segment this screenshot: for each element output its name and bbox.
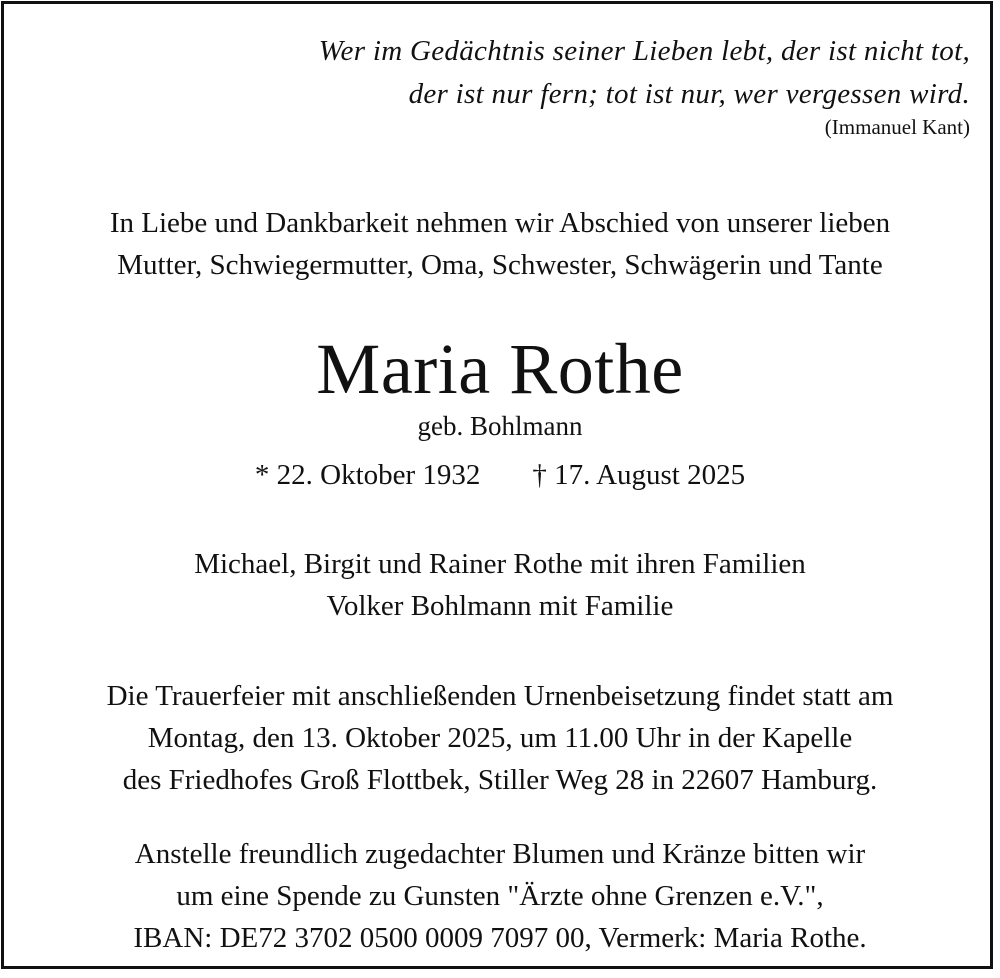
birth-date: * 22. Oktober 1932	[254, 459, 481, 491]
intro-text	[0, 202, 1000, 286]
life-dates	[0, 455, 1000, 495]
deceased-name: Maria Rothe	[316, 329, 684, 409]
ceremony-line-1: Die Trauerfeier mit anschließenden Urnenbeisetzung findet statt am	[106, 680, 894, 712]
quote-attribution: (Immanuel Kant)	[824, 115, 970, 139]
donation-line-1: Anstelle freundlich zugedachter Blumen und Kränze bitten wir	[134, 838, 866, 870]
ceremony-details	[0, 675, 1000, 801]
intro-line-2: Mutter, Schwiegermutter, Oma, Schwester, Schwägerin und Tante	[117, 249, 883, 281]
intro-line-1: In Liebe und Dankbarkeit nehmen wir Abschied von unserer lieben	[109, 207, 891, 239]
ceremony-line-2: Montag, den 13. Oktober 2025, um 11.00 Uhr in der Kapelle	[147, 722, 853, 754]
death-date: † 17. August 2025	[532, 459, 746, 491]
donation-line-2: um eine Spende zu Gunsten "Ärzte ohne Grenzen e.V.",	[176, 880, 824, 912]
family-line-2: Volker Bohlmann mit Familie	[326, 590, 674, 622]
donation-request	[0, 833, 1000, 959]
quote-line-1: Wer im Gedächtnis seiner Lieben lebt, der ist nicht tot,	[318, 35, 970, 67]
quote-line-2: der ist nur fern; tot ist nur, wer vergessen wird.	[408, 78, 970, 110]
ceremony-line-3: des Friedhofes Groß Flottbek, Stiller Weg 28 in 22607 Hamburg.	[122, 764, 878, 796]
mourning-family	[0, 543, 1000, 627]
family-line-1: Michael, Birgit und Rainer Rothe mit ihren Familien	[194, 548, 806, 580]
quote	[319, 30, 970, 116]
maiden-name: geb. Bohlmann	[417, 411, 583, 441]
donation-line-3: IBAN: DE72 3702 0500 0009 7097 00, Vermerk: Maria Rothe.	[133, 922, 867, 954]
